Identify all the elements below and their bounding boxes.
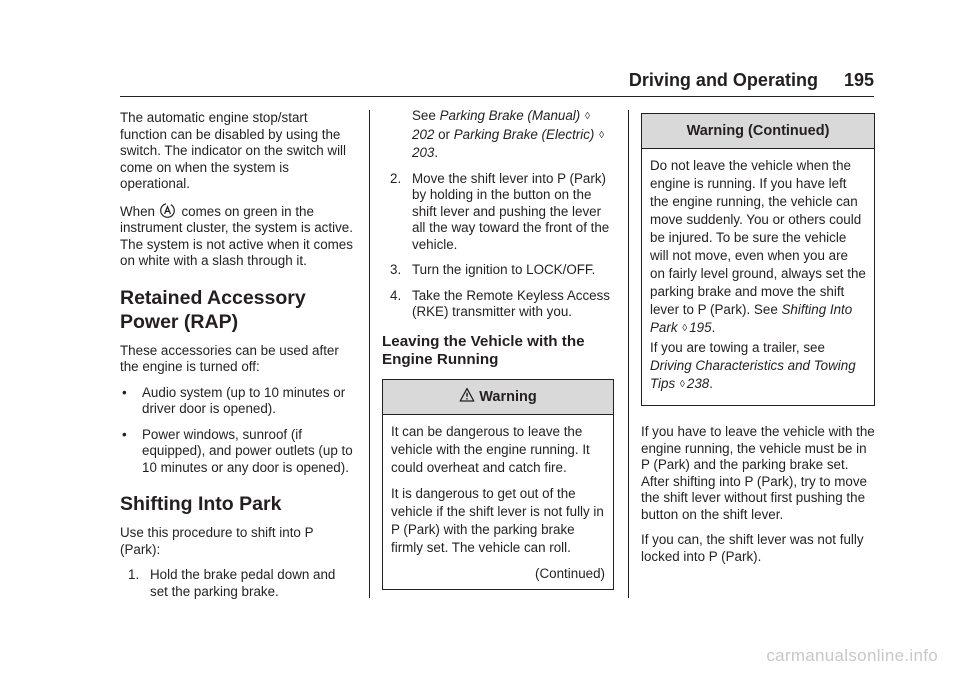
- cross-reference-link[interactable]: Driving Characteristics and Towing Tips: [650, 358, 856, 391]
- leave-running-paragraph: If you have to leave the vehicle with the engine running, the vehicle must be in P (Park) and the parking brake set. After shifting into P (Park), try to move the shift lever without first pushing the button on the shift lever.: [641, 424, 875, 522]
- column-2: [382, 108, 614, 590]
- column-3: [641, 113, 875, 574]
- rap-intro: These accessories can be used after the engine is turned off:: [120, 342, 339, 374]
- page-reference[interactable]: 238: [686, 376, 710, 391]
- page-header: [120, 70, 874, 97]
- cross-reference-link[interactable]: Shifting Into Park: [650, 302, 853, 335]
- column-divider: [369, 110, 370, 598]
- reference-arrow-icon: ◊: [679, 379, 685, 390]
- warning-title: Warning: [479, 388, 537, 405]
- list-item: 3. Turn the ignition to LOCK/OFF.: [390, 262, 596, 277]
- list-item: • Power windows, sunroof (if equipped), and power outlets (up to 10 minutes or any door is opened).: [122, 426, 353, 475]
- watermark: carmanualsonline.info: [766, 646, 938, 665]
- bullet-dot: •: [122, 384, 127, 400]
- rap-heading: Retained Accessory Power (RAP): [120, 286, 306, 333]
- warning-header: [642, 114, 874, 149]
- warning-body: It can be dangerous to leave the vehicle with the engine running. It could overheat and catch fire. It is dangerous to get out of the vehicle if the shift lever is not fully in P (Park) with the parking brake firmly set. The vehicle can roll. (Continued): [391, 423, 605, 581]
- shift-lever-paragraph: If you can, the shift lever was not fully locked into P (Park).: [641, 532, 864, 564]
- stop-start-paragraph: The automatic engine stop/start function can be disabled by using the switch. The indicator on the switch will come on when the system is operational.: [120, 110, 346, 191]
- column-1: [120, 110, 356, 609]
- list-item: • Audio system (up to 10 minutes or driver door is opened).: [122, 384, 346, 416]
- reference-arrow-icon: ◊: [584, 111, 590, 122]
- list-item: 1. Hold the brake pedal down and set the parking brake.: [128, 567, 336, 599]
- park-intro: Use this procedure to shift into P (Park):: [120, 525, 314, 557]
- section-title: Driving and Operating: [628, 70, 818, 90]
- column-divider: [628, 110, 629, 598]
- park-heading: Shifting Into Park: [120, 493, 282, 515]
- warning-box: [382, 379, 614, 590]
- leave-vehicle-heading: Leaving the Vehicle with the Engine Running: [382, 332, 585, 368]
- list-item: 2. Move the shift lever into P (Park) by holding in the button on the shift lever and pushing the lever all the way toward the front of the vehicle.: [390, 170, 610, 252]
- page-number: 195: [843, 70, 874, 90]
- indicator-paragraph: When comes on green in the instrument cluster, the system is active. The system is not active when it comes on white with a slash through it.: [120, 202, 356, 270]
- cross-reference-link[interactable]: Parking Brake (Electric): [453, 126, 595, 142]
- cross-reference-link[interactable]: Parking Brake (Manual): [439, 108, 581, 123]
- warning-triangle-icon: [459, 387, 475, 403]
- warning-body: Do not leave the vehicle when the engine is running. If you have left the engine running, the vehicle can move suddenly. You or others could be injured. To be sure the vehicle will not move, even when you are on fairly level ground, always set the parking brake and move the shift lever to P (Park). See Shifting Into Park ◊ 195. If you are towing a trailer, see Driving Characteristics and Towing Tips ◊ 238.: [642, 149, 874, 405]
- reference-arrow-icon: ◊: [682, 323, 688, 334]
- bullet-dot: •: [122, 426, 127, 442]
- warning-header: [383, 380, 613, 415]
- page-reference[interactable]: 195: [689, 320, 712, 335]
- reference-arrow-icon: ◊: [599, 129, 605, 141]
- page-reference[interactable]: 202: [412, 126, 435, 142]
- continued-label: (Continued): [535, 565, 605, 581]
- auto-stop-icon: [159, 202, 176, 219]
- list-item: 4. Take the Remote Keyless Access (RKE) transmitter with you.: [390, 287, 610, 319]
- warning-title: Warning (Continued): [686, 123, 830, 139]
- warning-box: [641, 113, 875, 406]
- step1-continued: See Parking Brake (Manual) ◊202 or Parking Brake (Electric) ◊203.: [412, 108, 605, 160]
- page-reference[interactable]: 203: [412, 145, 435, 160]
